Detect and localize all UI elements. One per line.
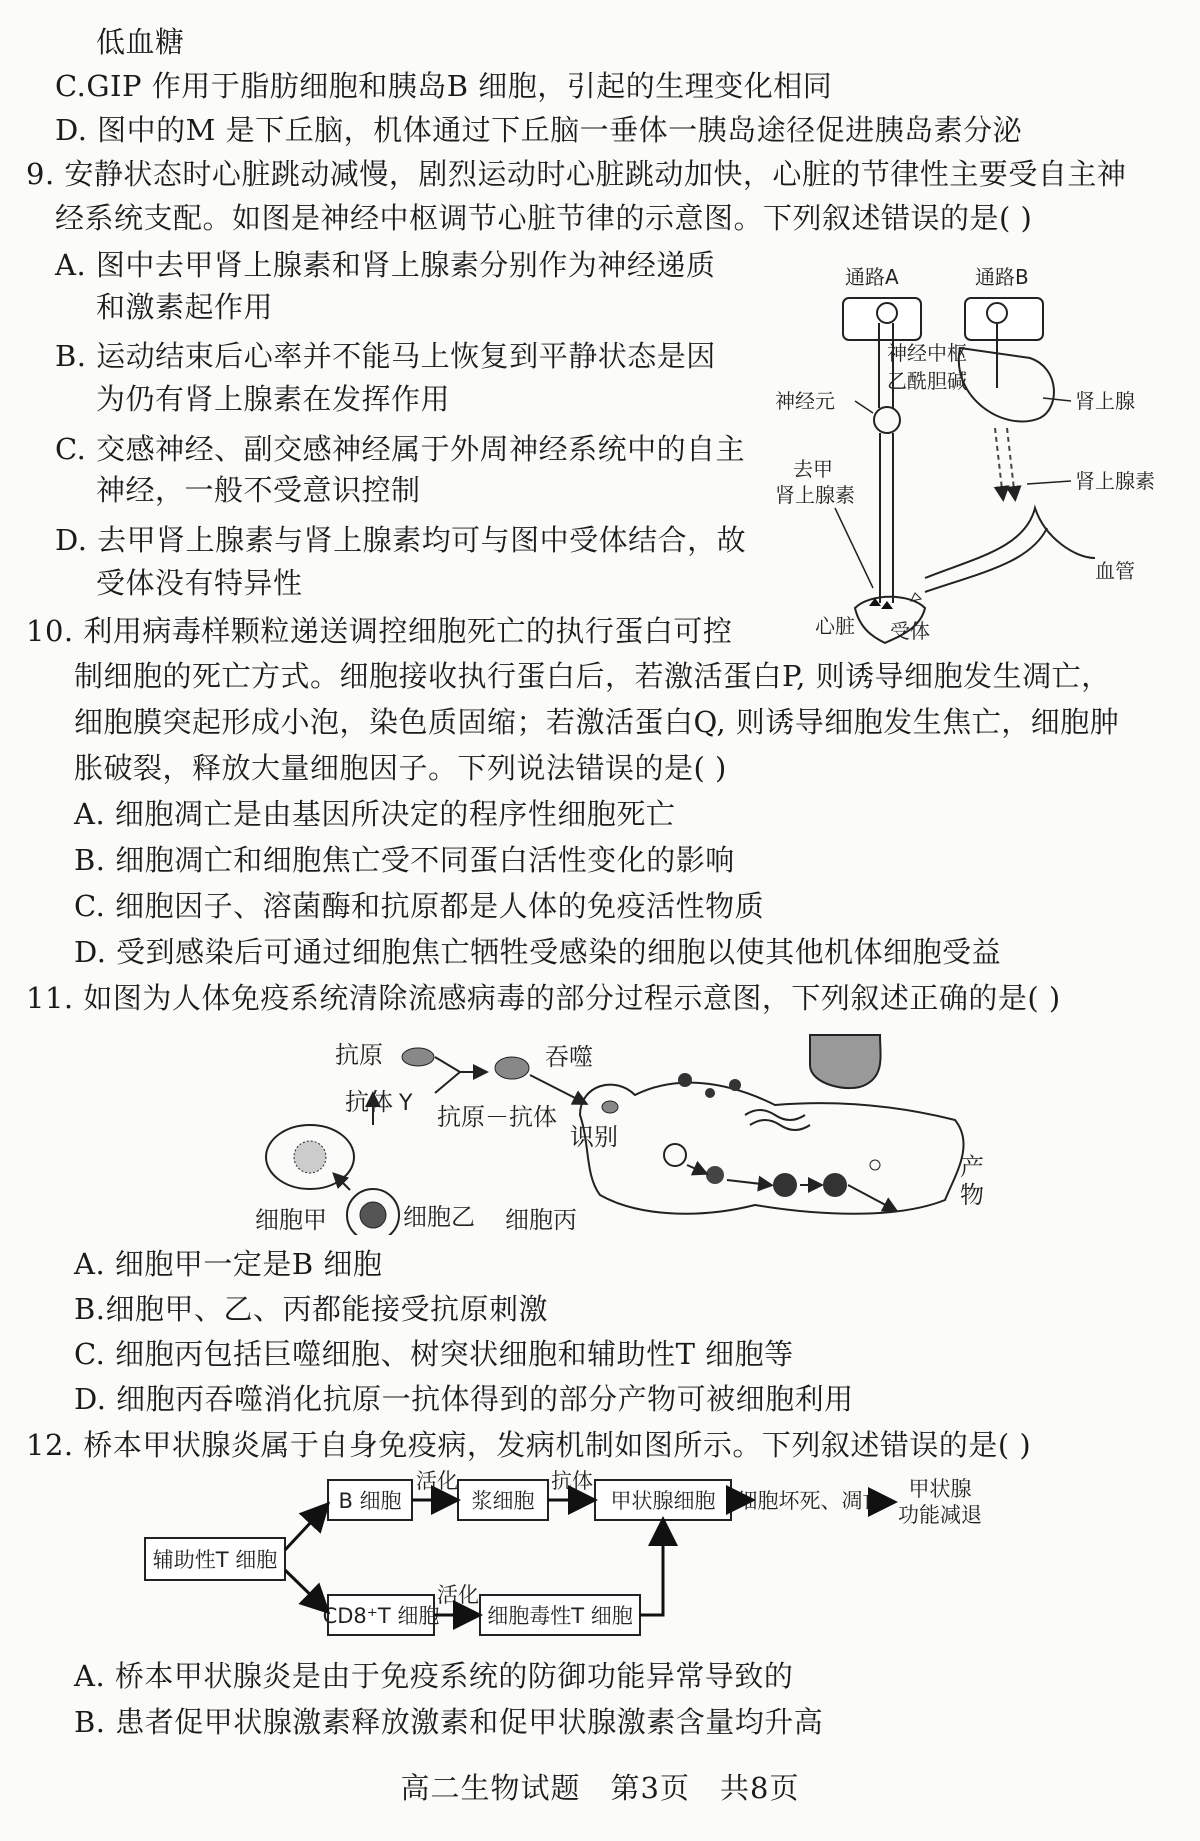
blood-vessel — [925, 508, 1095, 578]
nerve-center-label: 神经中枢 — [887, 341, 967, 365]
q9-option-c-line1: C. 交感神经、副交感神经属于外周神经系统中的自主 — [55, 432, 746, 466]
result-label-1: 甲状腺 — [908, 1477, 972, 1501]
q10-stem-line3: 细胞膜突起形成小泡，染色质固缩；若激活蛋白Q, 则诱导细胞发生焦亡，细胞肿 — [74, 705, 1120, 739]
activation-label-2: 活化 — [437, 1583, 479, 1607]
norepinephrine-label-2: 肾上腺素 — [775, 483, 855, 507]
page-footer: 高二生物试题 第3页 共8页 — [400, 1771, 800, 1805]
q9-option-d-line1: D. 去甲肾上腺素与肾上腺素均可与图中受体结合，故 — [55, 523, 747, 557]
q9-option-b-line2: 为仍有肾上腺素在发挥作用 — [96, 382, 451, 416]
q9-stem-line2: 经系统支配。如图是神经中枢调节心脏节律的示意图。下列叙述错误的是( ) — [55, 201, 1033, 235]
heart-label: 心脏 — [815, 614, 855, 638]
adrenal-gland-shape — [959, 348, 1054, 422]
result-label-2: 功能减退 — [898, 1503, 982, 1527]
q9-option-b-line1: B. 运动结束后心率并不能马上恢复到平静状态是因 — [55, 339, 716, 373]
svg-text:Y: Y — [399, 1091, 413, 1116]
q10-stem-line4: 胀破裂，释放大量细胞因子。下列说法错误的是( ) — [74, 751, 727, 785]
product-label-1: 产 — [960, 1153, 984, 1181]
q11-option-c: C. 细胞丙包括巨噬细胞、树突状细胞和辅助性T 细胞等 — [74, 1337, 794, 1371]
q11-option-b: B.细胞甲、乙、丙都能接受抗原刺激 — [74, 1292, 549, 1326]
antigen-label: 抗原 — [335, 1041, 383, 1069]
q10-option-b: B. 细胞凋亡和细胞焦亡受不同蛋白活性变化的影响 — [74, 843, 735, 877]
postganglionic-neuron — [874, 407, 900, 433]
q10-option-c: C. 细胞因子、溶菌酶和抗原都是人体的免疫活性物质 — [74, 889, 765, 923]
norepinephrine-label-1: 去甲 — [793, 457, 833, 481]
q10-stem-line2: 制细胞的死亡方式。细胞接收执行蛋白后，若激活蛋白P, 则诱导细胞发生凋亡， — [74, 659, 1111, 693]
q9-option-a-line1: A. 图中去甲肾上腺素和肾上腺素分别作为神经递质 — [55, 248, 716, 282]
q11-option-d: D. 细胞丙吞噬消化抗原一抗体得到的部分产物可被细胞利用 — [74, 1382, 854, 1416]
nucleus-shape — [810, 1035, 881, 1088]
heart-regulation-diagram — [775, 258, 1175, 648]
path-a-label: 通路A — [845, 265, 899, 289]
cd8-t-cell-label: CD8⁺T 细胞 — [322, 1604, 440, 1628]
q11-option-a: A. 细胞甲一定是B 细胞 — [74, 1247, 383, 1281]
receptor-label: 受体 — [890, 619, 930, 643]
product-label-2: 物 — [960, 1181, 984, 1209]
q8-option-c: C.GIP 作用于脂肪细胞和胰岛B 细胞，引起的生理变化相同 — [55, 69, 833, 103]
epinephrine-label: 肾上腺素 — [1075, 469, 1155, 493]
q10-option-a: A. 细胞凋亡是由基因所决定的程序性细胞死亡 — [74, 797, 676, 831]
q8-option-d: D. 图中的M 是下丘脑，机体通过下丘脑一垂体一胰岛途径促进胰岛素分泌 — [55, 113, 1023, 147]
q12-option-a: A. 桥本甲状腺炎是由于免疫系统的防御功能异常导致的 — [74, 1659, 794, 1693]
q9-option-d-line2: 受体没有特异性 — [96, 566, 303, 600]
q8-option-b-tail: 低血糖 — [96, 25, 185, 59]
complex-particle — [495, 1057, 529, 1079]
blood-vessel-label: 血管 — [1095, 559, 1135, 583]
cell-c-label: 细胞丙 — [505, 1206, 577, 1234]
q10-stem-line1: 10. 利用病毒样颗粒递送调控细胞死亡的执行蛋白可控 — [26, 614, 733, 648]
thyroid-cell-label: 甲状腺细胞 — [610, 1489, 716, 1513]
plasma-cell-label: 浆细胞 — [471, 1489, 535, 1513]
cell-b-label: 细胞乙 — [403, 1203, 475, 1231]
complex-label: 抗原－抗体 — [437, 1103, 557, 1131]
necrosis-label: 细胞坏死、凋亡 — [736, 1489, 884, 1513]
helper-t-cell-label: 辅助性T 细胞 — [152, 1548, 278, 1572]
q11-stem: 11. 如图为人体免疫系统清除流感病毒的部分过程示意图，下列叙述正确的是( ) — [26, 981, 1061, 1015]
q12-stem: 12. 桥本甲状腺炎属于自身免疫病，发病机制如图所示。下列叙述错误的是( ) — [26, 1428, 1032, 1462]
antibody-label: 抗体 — [345, 1088, 393, 1116]
q9-option-a-line2: 和激素起作用 — [96, 290, 274, 324]
q10-option-d: D. 受到感染后可通过细胞焦亡牺牲受感染的细胞以使其他机体细胞受益 — [74, 935, 1002, 969]
antibody-arrow-label: 抗体 — [551, 1470, 593, 1493]
activation-label-1: 活化 — [416, 1470, 458, 1493]
cell-c-shape — [580, 1083, 964, 1214]
cell-a-label: 细胞甲 — [255, 1206, 327, 1234]
q12-option-b: B. 患者促甲状腺激素释放激素和促甲状腺激素含量均升高 — [74, 1705, 824, 1739]
immune-clearance-diagram — [255, 1025, 1015, 1235]
b-cell-label: B 细胞 — [338, 1489, 402, 1513]
neuron-label: 神经元 — [775, 389, 835, 413]
phagocytosis-label: 吞噬 — [545, 1043, 593, 1071]
recognition-label: 识别 — [570, 1123, 618, 1151]
q9-option-c-line2: 神经，一般不受意识控制 — [96, 473, 421, 507]
hashimoto-mechanism-flowchart — [140, 1470, 1040, 1645]
path-b-label: 通路B — [975, 265, 1029, 289]
ctl-label: 细胞毒性T 细胞 — [487, 1604, 633, 1628]
antigen-particle — [402, 1048, 434, 1066]
adrenal-label: 肾上腺 — [1075, 389, 1135, 413]
ach-label: 乙酰胆碱 — [887, 369, 967, 393]
q9-stem-line1: 9. 安静状态时心脏跳动减慢，剧烈运动时心脏跳动加快，心脏的节律性主要受自主神 — [26, 157, 1127, 191]
